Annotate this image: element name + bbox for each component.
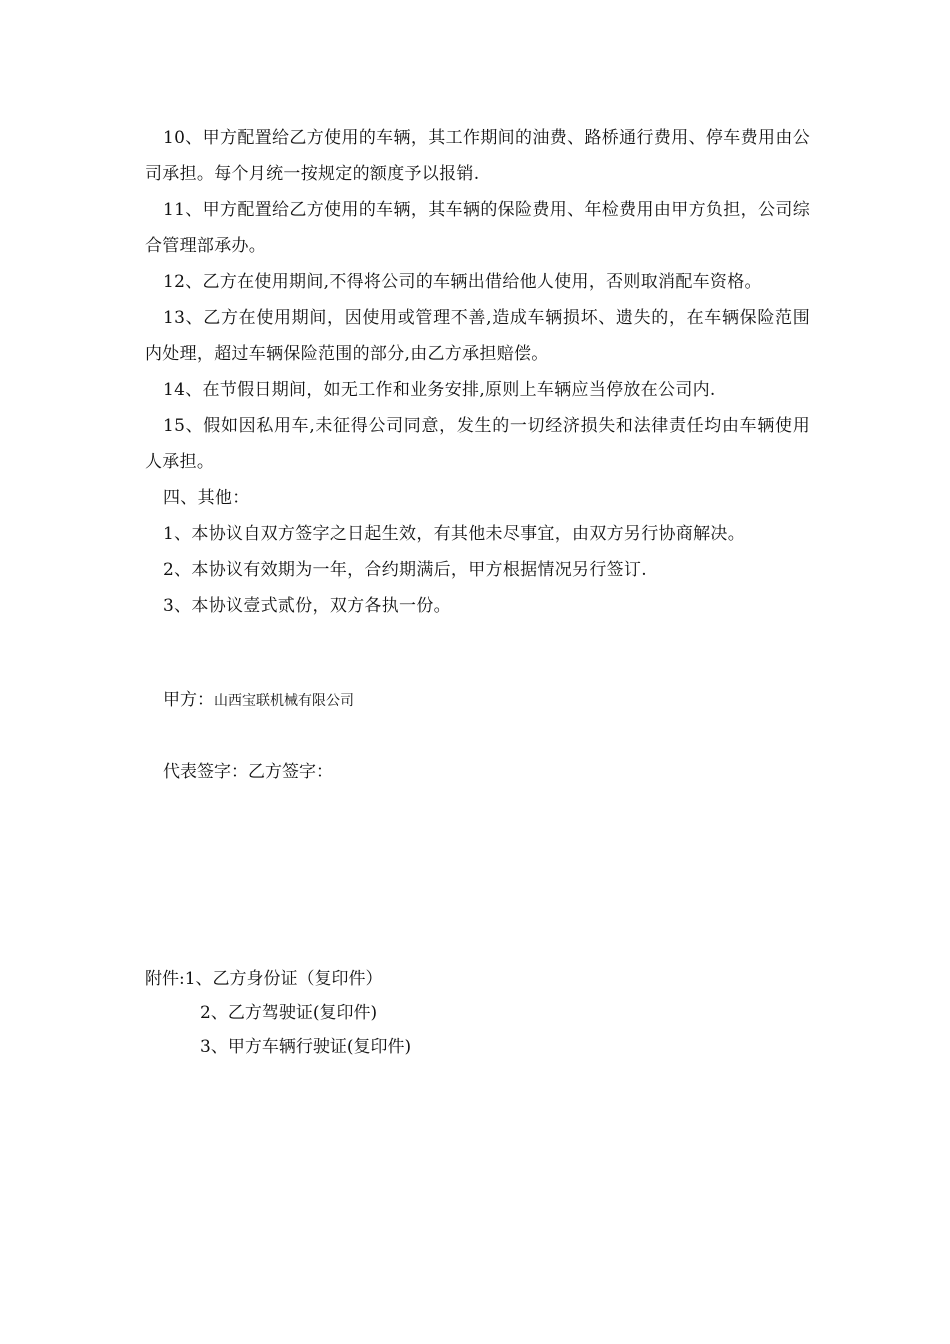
other-clause-2: 2、本协议有效期为一年，合约期满后，甲方根据情况另行签订. bbox=[163, 560, 647, 580]
attachment-item-1: 附件:1、乙方身份证（复印件） bbox=[145, 969, 383, 989]
clause-10: 10、甲方配置给乙方使用的车辆，其工作期间的油费、路桥通行费用、停车费用由公司承担。每个月统一按规定的额度予以报销. bbox=[145, 128, 810, 184]
clause-11: 11、甲方配置给乙方使用的车辆，其车辆的保险费用、年检费用由甲方负担，公司综合管理部承办。 bbox=[145, 200, 810, 256]
attachments-list bbox=[145, 962, 411, 1064]
signature-line: 代表签字：乙方签字： bbox=[163, 762, 333, 782]
clause-15: 15、假如因私用车,未征得公司同意，发生的一切经济损失和法律责任均由车辆使用人承担。 bbox=[145, 416, 810, 472]
party-a-company: 山西宝联机械有限公司 bbox=[214, 693, 354, 709]
other-clause-3: 3、本协议壹式贰份，双方各执一份。 bbox=[163, 596, 451, 616]
agreement-clauses bbox=[145, 120, 810, 624]
clause-13: 13、乙方在使用期间，因使用或管理不善,造成车辆损坏、遗失的，在车辆保险范围内处理，超过车辆保险范围的部分,由乙方承担赔偿。 bbox=[145, 308, 810, 364]
attachment-item-2: 2、乙方驾驶证(复印件) bbox=[200, 1003, 378, 1023]
clause-14: 14、在节假日期间，如无工作和业务安排,原则上车辆应当停放在公司内. bbox=[163, 380, 716, 400]
party-a-line bbox=[163, 688, 354, 713]
section-heading-other: 四、其他： bbox=[163, 488, 250, 508]
attachment-item-3: 3、甲方车辆行驶证(复印件) bbox=[200, 1037, 412, 1057]
clause-12: 12、乙方在使用期间,不得将公司的车辆出借给他人使用，否则取消配车资格。 bbox=[163, 272, 762, 292]
party-a-label: 甲方： bbox=[163, 690, 214, 710]
other-clause-1: 1、本协议自双方签字之日起生效，有其他未尽事宜，由双方另行协商解决。 bbox=[163, 524, 746, 544]
